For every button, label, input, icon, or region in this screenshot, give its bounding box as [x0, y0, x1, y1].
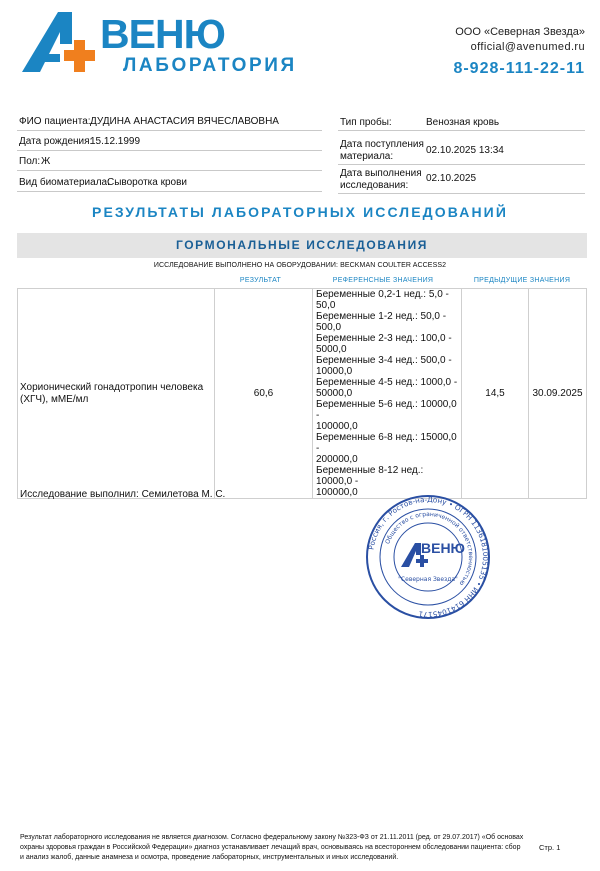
sample-done-label-1: Дата выполнения	[340, 168, 422, 179]
company-name: ООО «Северная Звезда»	[455, 26, 585, 38]
patient-sex-row	[17, 153, 322, 171]
logo-subtitle: ЛАБОРАТОРИЯ	[123, 55, 297, 76]
results-title: РЕЗУЛЬТАТЫ ЛАБОРАТОРНЫХ ИССЛЕДОВАНИЙ	[92, 204, 508, 220]
company-phone[interactable]: 8-928-111-22-11	[453, 60, 585, 77]
logo-a-plus-mark	[20, 10, 106, 74]
company-stamp	[357, 495, 499, 620]
patient-fio-row	[17, 113, 322, 131]
patient-biomaterial-label: Вид биоматериала:	[19, 177, 110, 188]
reference-line: Беременные 5-6 нед.: 10000,0 -	[316, 399, 457, 421]
patient-dob-label: Дата рождения:	[19, 136, 93, 147]
company-contacts	[453, 25, 585, 79]
sample-done-label-2: исследования:	[340, 180, 409, 191]
reference-line: 5000,0	[316, 344, 347, 355]
reference-cell	[313, 289, 462, 499]
sample-received-row	[338, 137, 585, 165]
patient-dob-row	[17, 133, 322, 151]
sample-done-row	[338, 166, 585, 194]
reference-line: Беременные 0,2-1 нед.: 5,0 -	[316, 289, 449, 300]
reference-line: 200000,0	[316, 454, 358, 465]
previous-date: 30.09.2025	[532, 388, 583, 399]
result-value-cell	[215, 289, 313, 499]
col-header-result: РЕЗУЛЬТАТ	[239, 277, 282, 284]
result-value: 60,6	[253, 388, 274, 399]
stamp-inner-text: Общество с ограниченной ответственностью	[384, 510, 475, 587]
sample-type-value: Венозная кровь	[426, 117, 500, 128]
logo-wordmark: ВЕНЮ	[100, 11, 225, 57]
page-number: Стр. 1	[539, 843, 561, 852]
stamp-bottom-text: "Северная Звезда"	[398, 576, 458, 583]
patient-fio-label: ФИО пациента:	[19, 116, 91, 127]
performer-line: Исследование выполнил: Семилетова М. С.	[20, 489, 226, 500]
patient-dob-value: 15.12.1999	[90, 136, 141, 147]
col-header-reference: РЕФЕРЕНСНЫЕ ЗНАЧЕНИЯ	[332, 277, 434, 284]
reference-line: 100000,0	[316, 487, 358, 498]
stamp-center-text: ВЕНЮ	[421, 540, 465, 556]
sample-received-label-1: Дата поступления	[340, 139, 424, 150]
previous-date-cell	[529, 289, 587, 499]
patient-fio-value: ДУДИНА АНАСТАСИЯ ВЯЧЕСЛАВОВНА	[90, 116, 279, 127]
col-header-previous: ПРЕДЫДУЩИЕ ЗНАЧЕНИЯ	[473, 277, 571, 284]
reference-line: 100000,0	[316, 421, 358, 432]
reference-line: Беременные 8-12 нед.: 10000,0 -	[316, 465, 424, 487]
footer-disclaimer: Результат лабораторного исследования не является диагнозом. Согласно федеральному закону №323-ФЗ от 21.11.2011 (ред. от 29.07.2017) «Об основах охраны здоровья граждан в Российской Федерации» диагноз устанавливает лечащий врач, основываясь на всестороннем обследовании пациента: сбор и анализ жалоб, данные анамнеза и осмотра, проведение лабораторных, инструментальных и иных исследований.	[20, 834, 524, 861]
sample-type-row	[338, 113, 585, 131]
patient-biomaterial-row	[17, 174, 322, 192]
reference-line: Беременные 1-2 нед.: 50,0 -	[316, 311, 447, 322]
sample-type-label: Тип пробы:	[340, 117, 392, 128]
sample-received-value: 02.10.2025 13:34	[426, 145, 504, 156]
test-name-line-1: Хорионический гонадотропин человека	[20, 381, 204, 393]
reference-line: 10000,0	[316, 366, 353, 377]
reference-line: Беременные 3-4 нед.: 500,0 -	[316, 355, 452, 366]
reference-line: Беременные 2-3 нед.: 100,0 -	[316, 333, 452, 344]
reference-line: 50000,0	[316, 388, 353, 399]
sample-received-label-2: материала:	[340, 151, 394, 162]
table-row	[18, 289, 587, 499]
patient-biomaterial-value: Сыворотка крови	[107, 177, 187, 188]
results-table	[17, 288, 587, 499]
reference-line: 500,0	[316, 322, 342, 333]
stamp-outer-text: Россия, г. Ростов-на-Дону • ОГРН 1136181005135 • ИНН 6141045171	[366, 495, 491, 620]
reference-line: Беременные 4-5 нед.: 1000,0 -	[316, 377, 458, 388]
test-name-line-2: (ХГЧ), мМЕ/мл	[20, 393, 89, 405]
test-name-cell	[18, 289, 215, 499]
previous-value-cell	[462, 289, 529, 499]
reference-line: Беременные 6-8 нед.: 15000,0 -	[316, 432, 457, 454]
section-title: ГОРМОНАЛЬНЫЕ ИССЛЕДОВАНИЯ	[17, 233, 587, 258]
reference-line: 50,0	[316, 300, 336, 311]
company-email[interactable]: official@avenumed.ru	[470, 41, 585, 53]
previous-value: 14,5	[485, 388, 505, 399]
sample-done-value: 02.10.2025	[426, 173, 477, 184]
reference-list	[313, 289, 461, 498]
patient-sex-value: Ж	[41, 156, 51, 167]
patient-sex-label: Пол:	[19, 156, 41, 167]
lab-logo	[20, 10, 330, 75]
equipment-note: ИССЛЕДОВАНИЕ ВЫПОЛНЕНО НА ОБОРУДОВАНИИ: BECKMAN COULTER ACCESS2	[153, 262, 447, 269]
